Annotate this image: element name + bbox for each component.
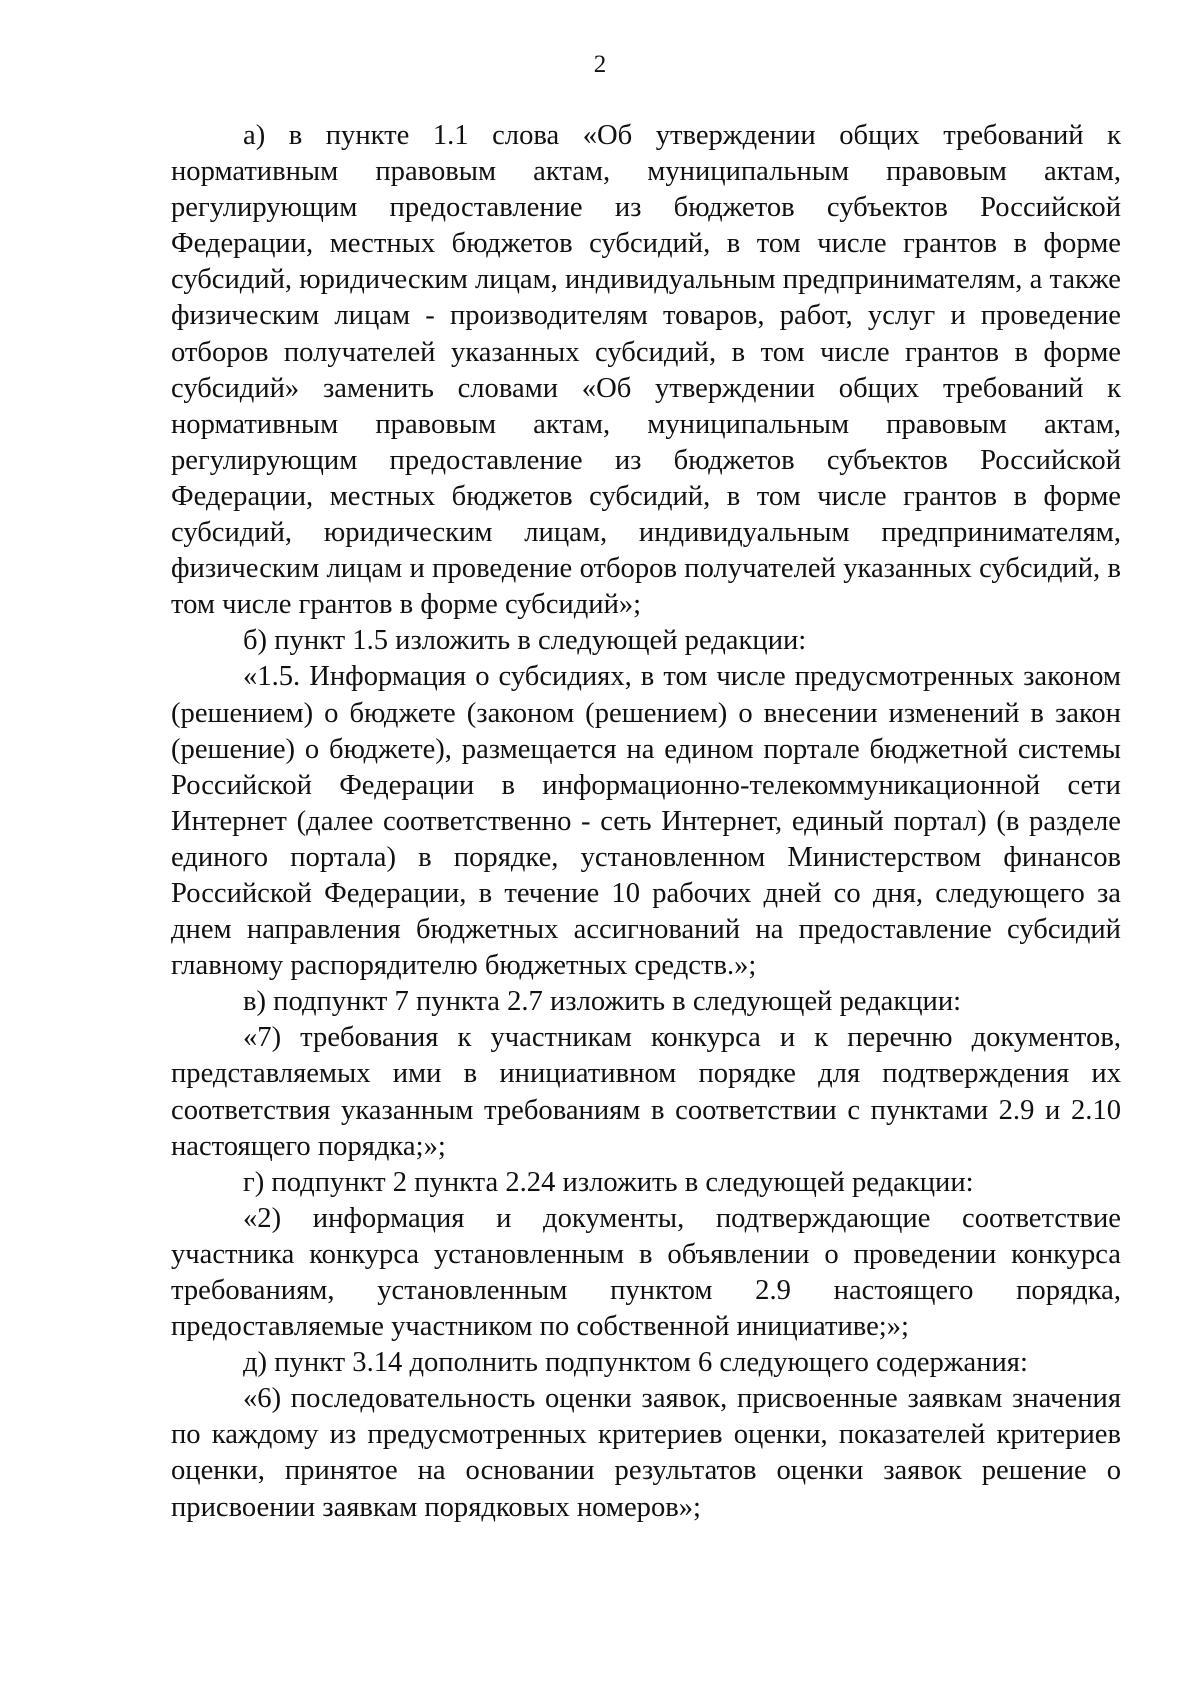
paragraph-b-item-1-5: «1.5. Информация о субсидиях, в том числе предусмотренных законом (решением) о бюджете (законом (решением) о внесении изменений в закон (решение) о бюджете), размещается на едином портале бюджетной системы Российской Федерации в информационно-телекоммуникационной сети Интернет (далее соответственно - сеть Интернет, единый портал) (в разделе единого портала) в порядке, установленном Министерством финансов Российской Федерации, в течение 10 рабочих дней со дня, следующего за днем направления бюджетных ассигнований на предоставление субсидий главному распорядителю бюджетных средств.»; (171, 661, 1121, 982)
paragraph-b-intro: б) пункт 1.5 изложить в следующей редакции: (243, 625, 807, 657)
paragraph-g-intro: г) подпункт 2 пункта 2.24 изложить в следующей редакции: (243, 1166, 974, 1198)
paragraph-d-subitem-6: «6) последовательность оценки заявок, присвоенные заявкам значения по каждому из предусмотренных критериев оценки, показателей критериев оценки, принятое на основании результатов оценки заявок решение о присвоении заявкам порядковых номеров»; (171, 1383, 1121, 1523)
page-number: 2 (593, 51, 607, 78)
paragraph-a-item-1-1: а) в пункте 1.1 слова «Об утверждении общих требований к нормативным правовым актам, муниципальным правовым актам, регулирующим предоставление из бюджетов субъектов Российской Федерации, местных бюджетов субсидий, в том числе грантов в форме субсидий, юридическим лицам, индивидуальным предпринимателям, а также физическим лицам - производителям товаров, работ, услуг и проведение отборов получателей указанных субсидий, в том числе грантов в форме субсидий» заменить словами «Об утверждении общих требований к нормативным правовым актам, муниципальным правовым актам, регулирующим предоставление из бюджетов субъектов Российской Федерации, местных бюджетов субсидий, в том числе грантов в форме субсидий, юридическим лицам, индивидуальным предпринимателям, физическим лицам и проведение отборов получателей указанных субсидий, в том числе грантов в форме субсидий»; (171, 120, 1121, 621)
paragraph-d-intro: д) пункт 3.14 дополнить подпунктом 6 следующего содержания: (243, 1347, 1028, 1379)
paragraph-v-intro: в) подпункт 7 пункта 2.7 изложить в следующей редакции: (243, 986, 962, 1018)
paragraph-g-subitem-2: «2) информация и документы, подтверждающие соответствие участника конкурса установленным в объявлении о проведении конкурса требованиям, установленным пунктом 2.9 настоящего порядка, предоставляемые участником по собственной инициативе;»; (171, 1202, 1121, 1343)
paragraph-v-subitem-7: «7) требования к участникам конкурса и к перечню документов, представляемых ими в инициативном порядке для подтверждения их соответствия указанным требованиям в соответствии с пунктами 2.9 и 2.10 настоящего порядка;»; (171, 1022, 1121, 1162)
document-body (171, 118, 1121, 1526)
